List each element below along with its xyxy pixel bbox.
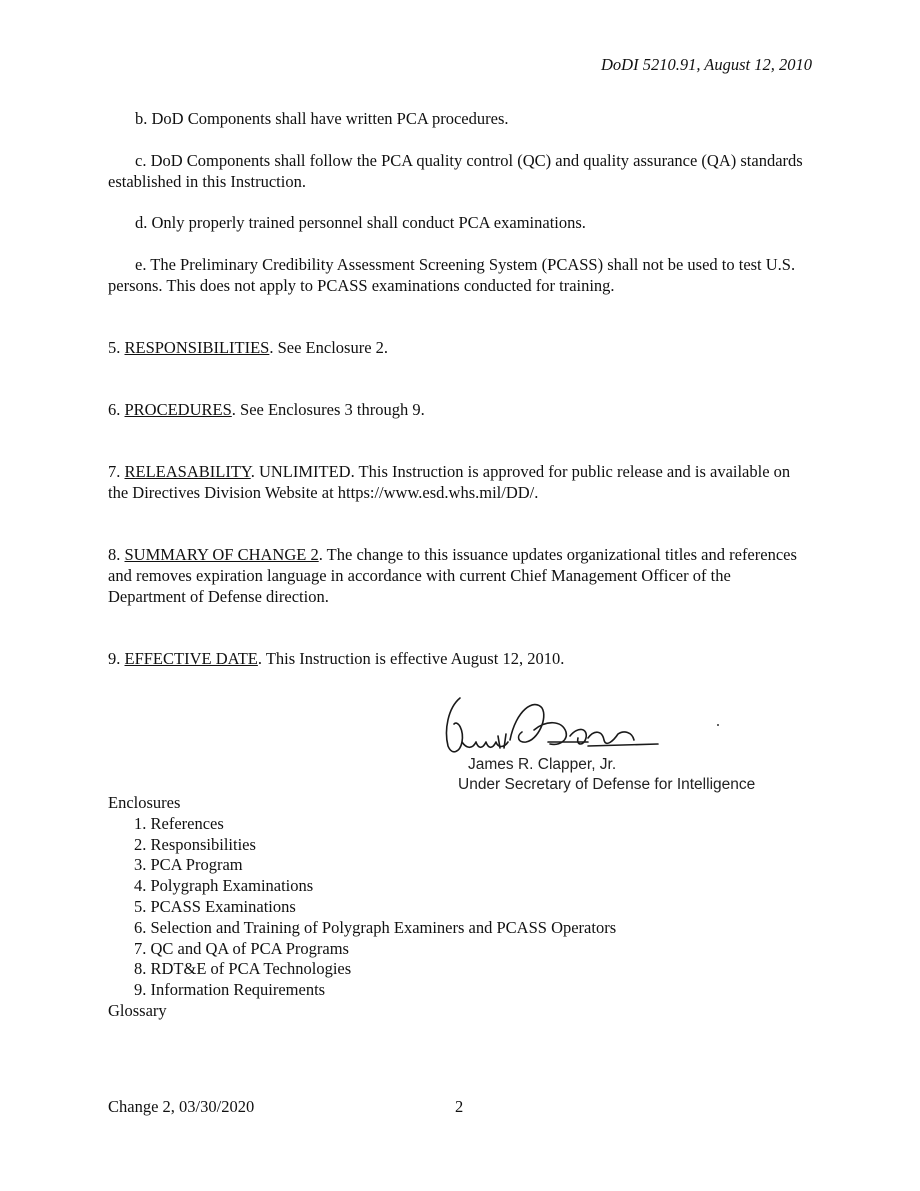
section-releasability bbox=[108, 461, 808, 503]
section-effective-date bbox=[108, 648, 808, 669]
section-heading: PROCEDURES bbox=[124, 400, 232, 419]
section-heading: RESPONSIBILITIES bbox=[124, 338, 270, 357]
section-number: 9. bbox=[108, 649, 125, 668]
section-number: 7. bbox=[108, 462, 125, 481]
section-heading: SUMMARY OF CHANGE 2 bbox=[124, 545, 319, 564]
section-number: 5. bbox=[108, 338, 125, 357]
enclosures-list bbox=[108, 793, 616, 1022]
section-text: . See Enclosures 3 through 9. bbox=[231, 400, 425, 419]
change-footer: Change 2, 03/30/2020 bbox=[108, 1097, 255, 1116]
enclosure-item: 3. PCA Program bbox=[134, 855, 243, 875]
signatory-title: Under Secretary of Defense for Intelligence bbox=[458, 776, 756, 793]
section-text: . This Instruction is effective August 12, 2010. bbox=[257, 649, 565, 668]
section-heading: EFFECTIVE DATE bbox=[124, 649, 258, 668]
section-number: 6. bbox=[108, 400, 125, 419]
section-responsibilities bbox=[108, 337, 808, 358]
enclosure-item: 2. Responsibilities bbox=[134, 834, 256, 854]
enclosure-item: 5. PCASS Examinations bbox=[134, 896, 296, 916]
section-procedures bbox=[108, 399, 808, 420]
paragraph-d: d. Only properly trained personnel shall conduct PCA examinations. bbox=[135, 213, 586, 232]
enclosure-item: 1. References bbox=[134, 813, 224, 833]
enclosure-item: 7. QC and QA of PCA Programs bbox=[134, 938, 349, 958]
enclosure-item: 9. Information Requirements bbox=[134, 980, 326, 1000]
enclosure-item: 4. Polygraph Examinations bbox=[134, 876, 314, 896]
paragraph-c: c. DoD Components shall follow the PCA quality control (QC) and quality assurance (QA) standards established in this Instruction. bbox=[108, 151, 803, 191]
glossary-label: Glossary bbox=[108, 1000, 167, 1020]
signatory-name: James R. Clapper, Jr. bbox=[468, 756, 617, 773]
signatory-block bbox=[458, 755, 755, 795]
document-header: DoDI 5210.91, August 12, 2010 bbox=[601, 55, 812, 74]
paragraph-b: b. DoD Components shall have written PCA procedures. bbox=[135, 109, 509, 128]
paragraph-e: e. The Preliminary Credibility Assessment Screening System (PCASS) shall not be used to test U.S. persons. This does not apply to PCASS examinations conducted for training. bbox=[108, 255, 796, 295]
section-heading: RELEASABILITY bbox=[124, 462, 251, 481]
section-text: . UNLIMITED. This Instruction is approved for public release and is available on the Directives Division Website at https://www.esd.whs.mil/DD/. bbox=[108, 462, 791, 502]
enclosure-item: 6. Selection and Training of Polygraph Examiners and PCASS Operators bbox=[134, 917, 617, 937]
enclosure-item: 8. RDT&E of PCA Technologies bbox=[134, 959, 352, 979]
section-text: . The change to this issuance updates organizational titles and references and removes expiration language in accordance with current Chief Management Officer of the Department of Defense direction. bbox=[108, 545, 797, 606]
section-summary-of-change bbox=[108, 544, 808, 607]
page-number: 2 bbox=[455, 1097, 464, 1116]
section-number: 8. bbox=[108, 545, 125, 564]
enclosures-heading: Enclosures bbox=[108, 793, 181, 812]
section-text: . See Enclosure 2. bbox=[269, 338, 389, 357]
